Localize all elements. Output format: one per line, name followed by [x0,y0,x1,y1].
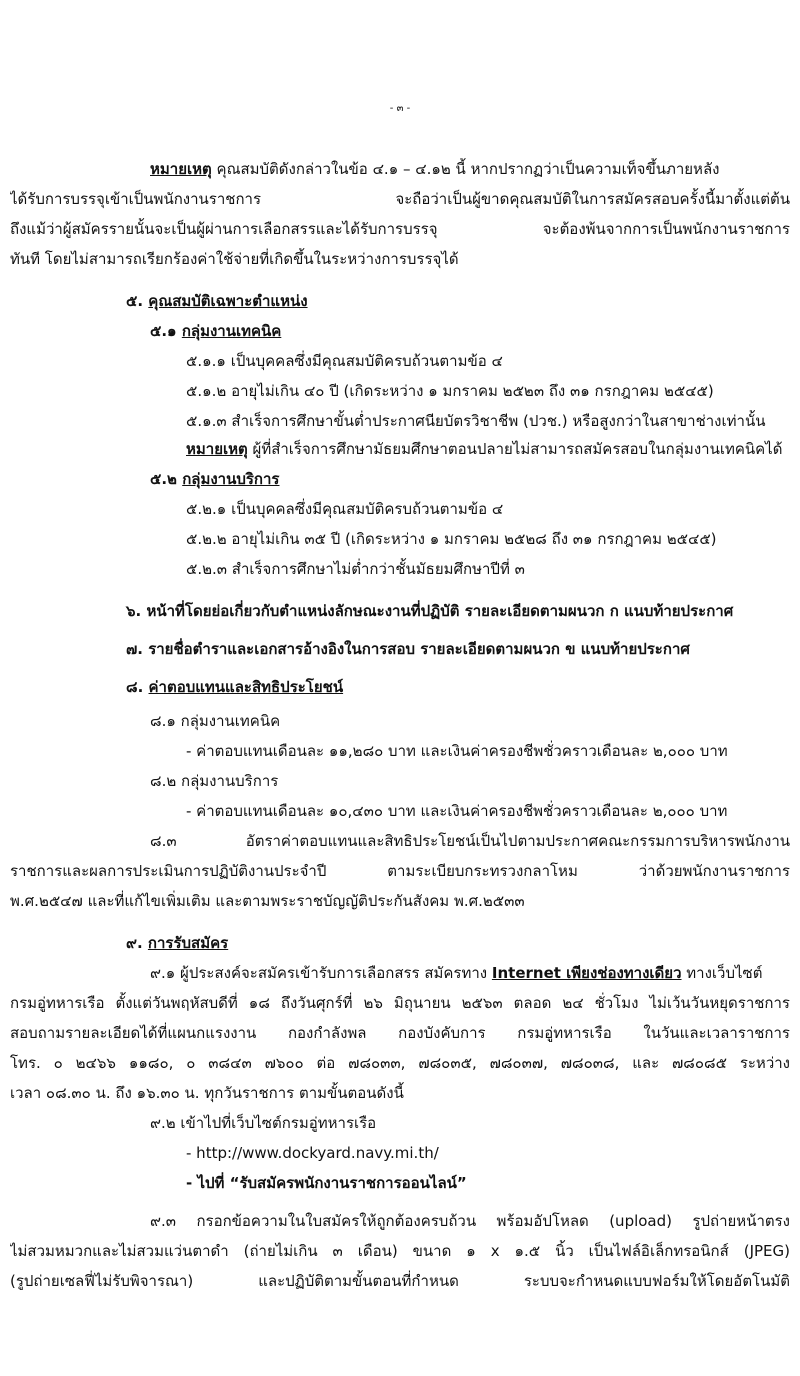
section-9-1-line-5: เวลา ๐๘.๓๐ น. ถึง ๑๖.๓๐ น. ทุกวันราชการ ตามขั้นตอนดังนี้ [10,1084,404,1102]
section-5-2-3: ๕.๒.๓ สำเร็จการศึกษาไม่ต่ำกว่าชั้นมัธยมศึกษาปีที่ ๓ [186,560,525,578]
section-5-1-3: ๕.๑.๓ สำเร็จการศึกษาขั้นต่ำประกาศนียบัตรวิชาชีพ (ปวช.) หรือสูงกว่าในสาขาช่างเท่านั้น [186,412,766,430]
remark-line-1 [150,158,790,180]
section-5-2-2: ๕.๒.๒ อายุไม่เกิน ๓๕ ปี (เกิดระหว่าง ๑ มกราคม ๒๕๒๘ ถึง ๓๑ กรกฎาคม ๒๕๔๕) [186,530,717,548]
section-9-heading [126,932,228,954]
section-5-1-1: ๕.๑.๑ เป็นบุคคลซึ่งมีคุณสมบัติครบถ้วนตามข้อ ๔ [186,352,503,370]
section-9-1-line-1 [150,962,790,984]
section-8-2-pay: - ค่าตอบแทนเดือนละ ๑๐,๔๓๐ บาท และเงินค่าครองชีพชั่วคราวเดือนละ ๒,๐๐๐ บาท [186,802,728,820]
section-9-1-line-2: กรมอู่ทหารเรือ ตั้งแต่วันพฤหัสบดีที่ ๑๘ ถึงวันศุกร์ที่ ๒๖ มิถุนายน ๒๕๖๓ ตลอด ๒๔ ชั่วโมง ไม่เว้นวันหยุดราชการ [10,994,790,1012]
section-9-2-url[interactable]: - http://www.dockyard.navy.mi.th/ [186,1144,439,1162]
section-9-2-goto: - ไปที่ “รับสมัครพนักงานราชการออนไลน์” [186,1174,467,1192]
section-6: ๖. หน้าที่โดยย่อเกี่ยวกับตำแหน่งลักษณะงานที่ปฏิบัติ รายละเอียดตามผนวก ก แนบท้ายประกาศ [126,602,734,620]
section-9-2: ๙.๒ เข้าไปที่เว็บไซต์กรมอู่ทหารเรือ [150,1114,377,1132]
section-5-number: ๕. [126,292,144,310]
section-8-number: ๘. [126,678,144,696]
section-9-title: การรับสมัคร [147,934,229,952]
remark-line-4: ทันที โดยไม่สามารถเรียกร้องค่าใช้จ่ายที่เกิดขึ้นในระหว่างการบรรจุได้ [10,250,459,268]
section-8-3-line-2: ราชการและผลการประเมินการปฏิบัติงานประจำปี ตามระเบียบกระทรวงกลาโหม ว่าด้วยพนักงานราชการ [10,862,790,880]
remark-label: หมายเหตุ [150,160,212,178]
section-9-3-line-2: ไม่สวมหมวกและไม่สวมแว่นตาดำ (ถ่ายไม่เกิน ๓ เดือน) ขนาด ๑ x ๑.๕ นิ้ว เป็นไฟล์อิเล็กทรอนิกส์ (JPEG) [10,1242,790,1260]
section-5-1-2: ๕.๑.๒ อายุไม่เกิน ๔๐ ปี (เกิดระหว่าง ๑ มกราคม ๒๕๒๓ ถึง ๓๑ กรกฎาคม ๒๕๔๕) [186,382,714,400]
section-9-number: ๙. [126,934,143,952]
section-8-2: ๘.๒ กลุ่มงานบริการ [150,772,279,790]
section-8-heading [126,676,343,698]
remark-text-1: คุณสมบัติดังกล่าวในข้อ ๔.๑ – ๔.๑๒ นี้ หากปรากฏว่าเป็นความเท็จขึ้นภายหลัง [216,160,720,178]
section-9-1-line-3: สอบถามรายละเอียดได้ที่แผนกแรงงาน กองกำลังพล กองบังคับการ กรมอู่ทหารเรือ ในวันและเวลาราชการ [10,1024,790,1042]
section-7: ๗. รายชื่อตำราและเอกสารอ้างอิงในการสอบ รายละเอียดตามผนวก ข แนบท้ายประกาศ [126,640,690,658]
section-9-1-internet-only: Internet เพียงช่องทางเดียว [491,964,682,982]
section-9-1-line-4: โทร. ๐ ๒๔๖๖ ๑๑๘๐, ๐ ๓๘๔๓ ๗๖๐๐ ต่อ ๗๘๐๓๓, ๗๘๐๓๕, ๗๘๐๓๗, ๗๘๐๓๘, และ ๗๘๐๘๕ ระหว่าง [10,1054,790,1072]
section-5-1-number: ๕.๑ [150,322,177,340]
section-5-2-title: กลุ่มงานบริการ [182,470,280,488]
section-5-1-title: กลุ่มงานเทคนิค [181,322,282,340]
section-8-1: ๘.๑ กลุ่มงานเทคนิค [150,712,281,730]
section-5-1-remark [186,438,782,460]
remark-line-3: ถึงแม้ว่าผู้สมัครรายนั้นจะเป็นผู้ผ่านการเลือกสรรและได้รับการบรรจุ จะต้องพ้นจากการเป็นพนักงานราชการ [10,220,790,238]
section-9-3-line-1: ๙.๓ กรอกข้อความในใบสมัครให้ถูกต้องครบถ้วน พร้อมอัปโหลด (upload) รูปถ่ายหน้าตรง [150,1212,790,1230]
section-5-heading [126,290,308,312]
section-9-1-text-a: ๙.๑ ผู้ประสงค์จะสมัครเข้ารับการเลือกสรร สมัครทาง [150,964,488,982]
section-8-title: ค่าตอบแทนและสิทธิประโยชน์ [148,678,344,696]
section-9-3-line-3: (รูปถ่ายเซลฟี่ไม่รับพิจารณา) และปฏิบัติตามขั้นตอนที่กำหนด ระบบจะกำหนดแบบฟอร์มให้โดยอัตโนมัติ [10,1272,790,1290]
section-5-2-1: ๕.๒.๑ เป็นบุคคลซึ่งมีคุณสมบัติครบถ้วนตามข้อ ๔ [186,500,504,518]
remark-line-2: ได้รับการบรรจุเข้าเป็นพนักงานราชการ จะถือว่าเป็นผู้ขาดคุณสมบัติในการสมัครสอบครั้งนี้มาตั้งแต่ต้น [10,190,790,208]
section-8-3-line-1: ๘.๓ อัตราค่าตอบแทนและสิทธิประโยชน์เป็นไปตามประกาศคณะกรรมการบริหารพนักงาน [150,832,790,850]
section-5-1-remark-text: ผู้ที่สำเร็จการศึกษามัธยมศึกษาตอนปลายไม่สามารถสมัครสอบในกลุ่มงานเทคนิคได้ [252,440,783,458]
section-8-3-line-3: พ.ศ.๒๕๔๗ และที่แก้ไขเพิ่มเติม และตามพระราชบัญญัติประกันสังคม พ.ศ.๒๕๓๓ [10,892,525,910]
section-5-title: คุณสมบัติเฉพาะตำแหน่ง [148,292,308,310]
page-number: - ๓ - [389,103,411,114]
section-5-2-heading [150,468,280,490]
section-5-2-number: ๕.๒ [150,470,177,488]
section-5-1-heading [150,320,281,342]
section-9-1-text-c: ทางเว็บไซต์ [686,964,763,982]
section-5-1-remark-label: หมายเหตุ [186,440,248,458]
section-8-1-pay: - ค่าตอบแทนเดือนละ ๑๑,๒๘๐ บาท และเงินค่าครองชีพชั่วคราวเดือนละ ๒,๐๐๐ บาท [186,742,728,760]
